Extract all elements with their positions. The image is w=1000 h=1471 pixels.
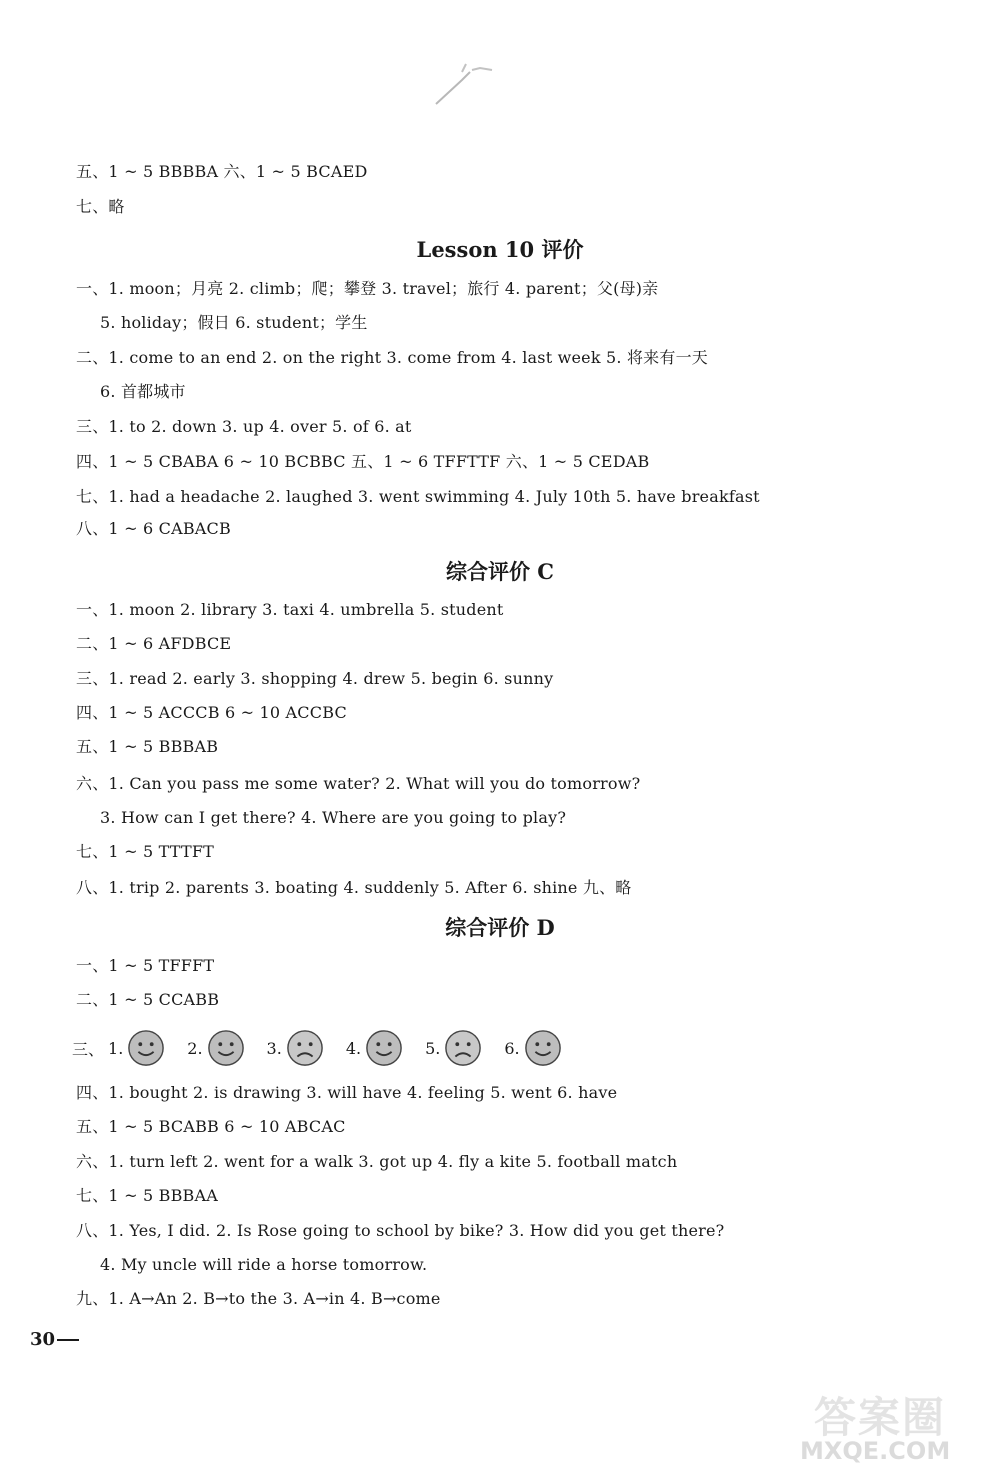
page-number-dash xyxy=(57,1339,79,1341)
face-number: 4. xyxy=(345,1038,362,1058)
face-number: 2. xyxy=(187,1038,203,1058)
watermark xyxy=(800,1385,980,1465)
answer-line: 八、1. trip 2. parents 3. boating 4. suddenly 5. After 6. shine 九、略 xyxy=(76,878,632,897)
answer-line: 七、略 xyxy=(76,197,125,216)
scan-mark-icon xyxy=(432,60,512,108)
answer-line: 6. 首都城市 xyxy=(100,382,186,401)
face-number: 5. xyxy=(425,1038,441,1058)
answer-line: 一、1. moon；月亮 2. climb；爬；攀登 3. travel；旅行 4. parent；父(母)亲 xyxy=(76,279,659,298)
watermark-mark: 答案圈 xyxy=(814,1393,947,1442)
smile-face-icon xyxy=(365,1029,403,1067)
face-number: 3. xyxy=(266,1038,282,1058)
page-number xyxy=(30,1329,79,1350)
smile-face-icon xyxy=(127,1029,165,1067)
section-title: 综合评价 C xyxy=(445,559,555,584)
answer-line: 四、1. bought 2. is drawing 3. will have 4. feeling 5. went 6. have xyxy=(76,1083,618,1102)
answer-line: 六、1. turn left 2. went for a walk 3. got up 4. fly a kite 5. football match xyxy=(76,1152,678,1171)
answer-line: 二、1 ~ 5 CCABB xyxy=(76,990,220,1009)
answer-line: 七、1. had a headache 2. laughed 3. went swimming 4. July 10th 5. have breakfast xyxy=(76,487,760,506)
answer-line: 五、1 ~ 5 BCABB 6 ~ 10 ABCAC xyxy=(76,1117,346,1136)
answer-line: 3. How can I get there? 4. Where are you going to play? xyxy=(100,808,567,827)
sad-face-icon xyxy=(444,1029,482,1067)
face-answer-row xyxy=(72,1028,584,1068)
answer-line: 四、1 ~ 5 CBABA 6 ~ 10 BCBBC 五、1 ~ 6 TFFTTF 六、1 ~ 5 CEDAB xyxy=(76,452,650,471)
face-prefix: 三、 xyxy=(72,1039,105,1059)
page-number-text: 30 xyxy=(30,1329,56,1350)
answer-line: 五、1 ~ 5 BBBBA 六、1 ~ 5 BCAED xyxy=(76,162,368,181)
answer-line: 三、1. read 2. early 3. shopping 4. drew 5. begin 6. sunny xyxy=(76,669,554,688)
answer-line: 二、1. come to an end 2. on the right 3. come from 4. last week 5. 将来有一天 xyxy=(76,348,708,367)
smile-face-icon xyxy=(207,1029,245,1067)
answer-line: 八、1 ~ 6 CABACB xyxy=(76,519,231,538)
smile-face-icon xyxy=(524,1029,562,1067)
face-number: 6. xyxy=(504,1038,520,1058)
answer-line: 4. My uncle will ride a horse tomorrow. xyxy=(100,1255,428,1274)
answer-line: 九、1. A→An 2. B→to the 3. A→in 4. B→come xyxy=(76,1289,441,1308)
answer-line: 八、1. Yes, I did. 2. Is Rose going to school by bike? 3. How did you get there? xyxy=(76,1221,725,1240)
section-title: 综合评价 D xyxy=(445,915,555,940)
answer-line: 二、1 ~ 6 AFDBCE xyxy=(76,634,232,653)
sad-face-icon xyxy=(286,1029,324,1067)
answer-line: 四、1 ~ 5 ACCCB 6 ~ 10 ACCBC xyxy=(76,703,347,722)
face-number: 1. xyxy=(108,1038,124,1058)
answer-line: 七、1 ~ 5 TTTFT xyxy=(76,842,215,861)
answer-line: 六、1. Can you pass me some water? 2. What will you do tomorrow? xyxy=(76,774,641,793)
answer-line: 5. holiday；假日 6. student；学生 xyxy=(100,313,368,332)
answer-line: 一、1 ~ 5 TFFFT xyxy=(76,956,215,975)
watermark-url: MXQE.COM xyxy=(800,1437,951,1465)
answer-line: 三、1. to 2. down 3. up 4. over 5. of 6. at xyxy=(76,417,412,436)
answer-line: 七、1 ~ 5 BBBAA xyxy=(76,1186,219,1205)
section-title: Lesson 10 评价 xyxy=(416,237,584,262)
answer-line: 五、1 ~ 5 BBBAB xyxy=(76,737,219,756)
answer-line: 一、1. moon 2. library 3. taxi 4. umbrella 5. student xyxy=(76,600,504,619)
